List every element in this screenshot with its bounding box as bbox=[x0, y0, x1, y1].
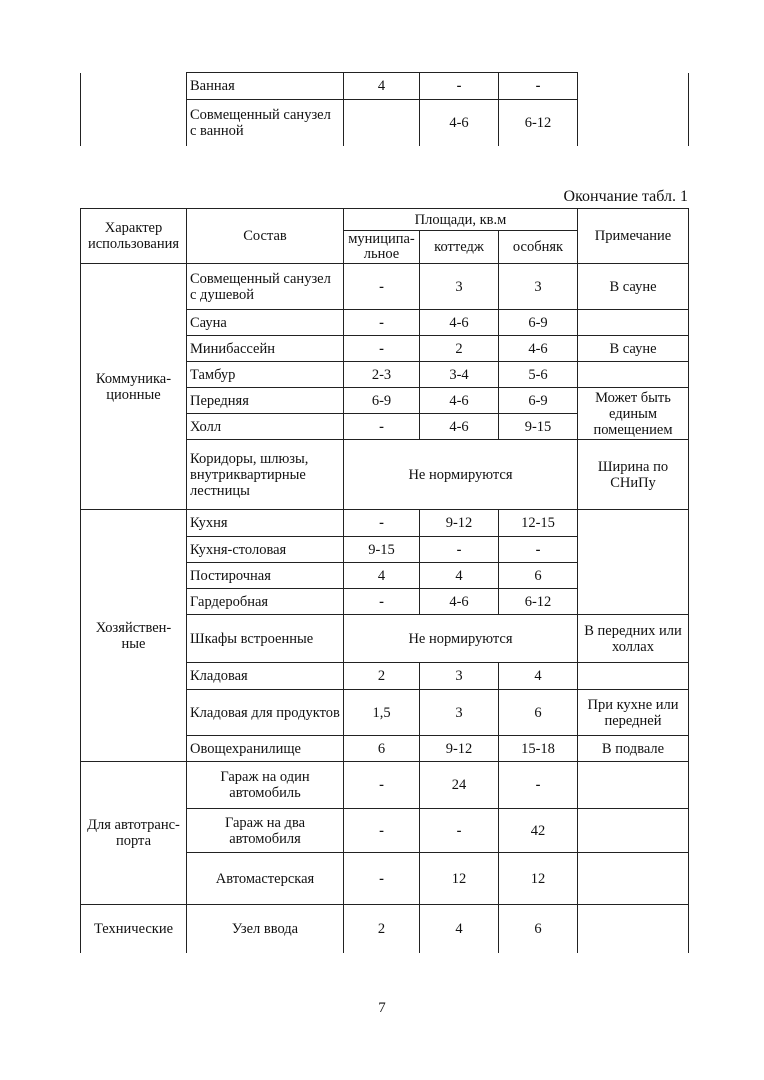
cell-name: Автомастерская bbox=[187, 853, 344, 905]
cell-osob: - bbox=[499, 762, 578, 809]
cell-osob: 6-9 bbox=[499, 388, 578, 414]
header-area: Площади, кв.м bbox=[344, 209, 578, 231]
cell-name: Минибассейн bbox=[187, 336, 344, 362]
empty-note-cell bbox=[578, 73, 689, 146]
cell-note bbox=[578, 905, 689, 953]
header-cot: коттедж bbox=[420, 231, 499, 264]
cell-name: Узел ввода bbox=[187, 905, 344, 953]
table-row bbox=[81, 905, 689, 953]
cell-mun: 2 bbox=[344, 905, 420, 953]
cell-name: Овощехранилище bbox=[187, 736, 344, 762]
cell-note: Ширина по СНиПу bbox=[578, 440, 689, 510]
group-technical: Технические bbox=[81, 905, 187, 953]
cell-name: Кладовая для продуктов bbox=[187, 690, 344, 736]
cell-mun: 4 bbox=[344, 73, 420, 100]
header-row bbox=[81, 209, 689, 231]
cell-name: Коридоры, шлюзы, внутриквартирные лестницы bbox=[187, 440, 344, 510]
cell-cot: - bbox=[420, 809, 499, 853]
cell-name: Гардеробная bbox=[187, 589, 344, 615]
table-row bbox=[81, 762, 689, 809]
cell-mun: - bbox=[344, 762, 420, 809]
cell-mun: 6-9 bbox=[344, 388, 420, 414]
cell-name: Холл bbox=[187, 414, 344, 440]
cell-cot: 4 bbox=[420, 905, 499, 953]
cell-osob: 4-6 bbox=[499, 336, 578, 362]
cell-osob: - bbox=[499, 537, 578, 563]
cell-mun: - bbox=[344, 510, 420, 537]
cell-mun: 9-15 bbox=[344, 537, 420, 563]
cell-name: Гараж на один автомобиль bbox=[187, 762, 344, 809]
table-row bbox=[81, 510, 689, 537]
cell-note bbox=[578, 853, 689, 905]
cell-name: Постирочная bbox=[187, 563, 344, 589]
cell-osob: 6-9 bbox=[499, 310, 578, 336]
group-transport: Для автотранс-порта bbox=[81, 762, 187, 905]
cell-name: Совмещенный санузел с душевой bbox=[187, 264, 344, 310]
cell-note bbox=[578, 362, 689, 388]
cell-cot: 3 bbox=[420, 690, 499, 736]
cell-mun: 1,5 bbox=[344, 690, 420, 736]
cell-osob: 12-15 bbox=[499, 510, 578, 537]
cell-note: В передних или холлах bbox=[578, 615, 689, 663]
cell-name: Совмещенный санузел с ванной bbox=[187, 100, 344, 146]
group-communication: Коммуника-ционные bbox=[81, 264, 187, 510]
cell-osob: 9-15 bbox=[499, 414, 578, 440]
cell-cot: 4-6 bbox=[420, 414, 499, 440]
cell-cot: 3 bbox=[420, 264, 499, 310]
cell-osob: 42 bbox=[499, 809, 578, 853]
cell-note: Может быть единым помещением bbox=[578, 388, 689, 440]
cell-name: Шкафы встроенные bbox=[187, 615, 344, 663]
cell-note: При кухне или передней bbox=[578, 690, 689, 736]
cell-cot: - bbox=[420, 73, 499, 100]
cell-name: Кухня-столовая bbox=[187, 537, 344, 563]
cell-mun: - bbox=[344, 809, 420, 853]
table-main bbox=[80, 208, 689, 953]
cell-note: В подвале bbox=[578, 736, 689, 762]
cell-note bbox=[578, 510, 689, 615]
cell-note bbox=[578, 663, 689, 690]
cell-mun: - bbox=[344, 414, 420, 440]
cell-cot: 4-6 bbox=[420, 100, 499, 146]
header-usage: Характер использования bbox=[81, 209, 187, 264]
cell-osob: - bbox=[499, 73, 578, 100]
cell-cot: 9-12 bbox=[420, 736, 499, 762]
table-continuation bbox=[80, 72, 689, 146]
cell-cot: 3 bbox=[420, 663, 499, 690]
cell-cot: - bbox=[420, 537, 499, 563]
cell-cot: 3-4 bbox=[420, 362, 499, 388]
cell-mun: - bbox=[344, 589, 420, 615]
cell-osob: 6 bbox=[499, 563, 578, 589]
cell-mun: - bbox=[344, 264, 420, 310]
cell-name: Сауна bbox=[187, 310, 344, 336]
cell-osob: 5-6 bbox=[499, 362, 578, 388]
cell-name: Гараж на два автомобиля bbox=[187, 809, 344, 853]
cell-span: Не нормируются bbox=[344, 440, 578, 510]
table-row bbox=[81, 73, 689, 100]
cell-osob: 3 bbox=[499, 264, 578, 310]
cell-name: Кухня bbox=[187, 510, 344, 537]
cell-mun: 2 bbox=[344, 663, 420, 690]
cell-cot: 4-6 bbox=[420, 388, 499, 414]
cell-osob: 6 bbox=[499, 905, 578, 953]
cell-note bbox=[578, 809, 689, 853]
header-osob: особняк bbox=[499, 231, 578, 264]
cell-osob: 6-12 bbox=[499, 589, 578, 615]
cell-name: Тамбур bbox=[187, 362, 344, 388]
cell-mun: - bbox=[344, 310, 420, 336]
cell-name: Ванная bbox=[187, 73, 344, 100]
cell-name: Передняя bbox=[187, 388, 344, 414]
cell-note bbox=[578, 310, 689, 336]
empty-usage-cell bbox=[81, 73, 187, 146]
cell-cot: 4 bbox=[420, 563, 499, 589]
cell-cot: 12 bbox=[420, 853, 499, 905]
cell-name: Кладовая bbox=[187, 663, 344, 690]
table-row bbox=[81, 264, 689, 310]
page-number: 7 bbox=[378, 1000, 386, 1016]
cell-osob: 15-18 bbox=[499, 736, 578, 762]
table-caption: Окончание табл. 1 bbox=[563, 188, 688, 205]
cell-osob: 6-12 bbox=[499, 100, 578, 146]
cell-note: В сауне bbox=[578, 336, 689, 362]
group-household: Хозяйствен-ные bbox=[81, 510, 187, 762]
cell-osob: 6 bbox=[499, 690, 578, 736]
cell-note bbox=[578, 762, 689, 809]
cell-mun: 4 bbox=[344, 563, 420, 589]
header-composition: Состав bbox=[187, 209, 344, 264]
cell-mun: 2-3 bbox=[344, 362, 420, 388]
cell-osob: 12 bbox=[499, 853, 578, 905]
cell-cot: 2 bbox=[420, 336, 499, 362]
cell-mun: 6 bbox=[344, 736, 420, 762]
cell-cot: 4-6 bbox=[420, 310, 499, 336]
cell-osob: 4 bbox=[499, 663, 578, 690]
cell-note: В сауне bbox=[578, 264, 689, 310]
cell-cot: 24 bbox=[420, 762, 499, 809]
cell-cot: 4-6 bbox=[420, 589, 499, 615]
header-mun: муниципа-льное bbox=[344, 231, 420, 264]
cell-span: Не нормируются bbox=[344, 615, 578, 663]
cell-mun: - bbox=[344, 336, 420, 362]
header-note: Примечание bbox=[578, 209, 689, 264]
cell-mun: - bbox=[344, 853, 420, 905]
cell-mun bbox=[344, 100, 420, 146]
cell-cot: 9-12 bbox=[420, 510, 499, 537]
